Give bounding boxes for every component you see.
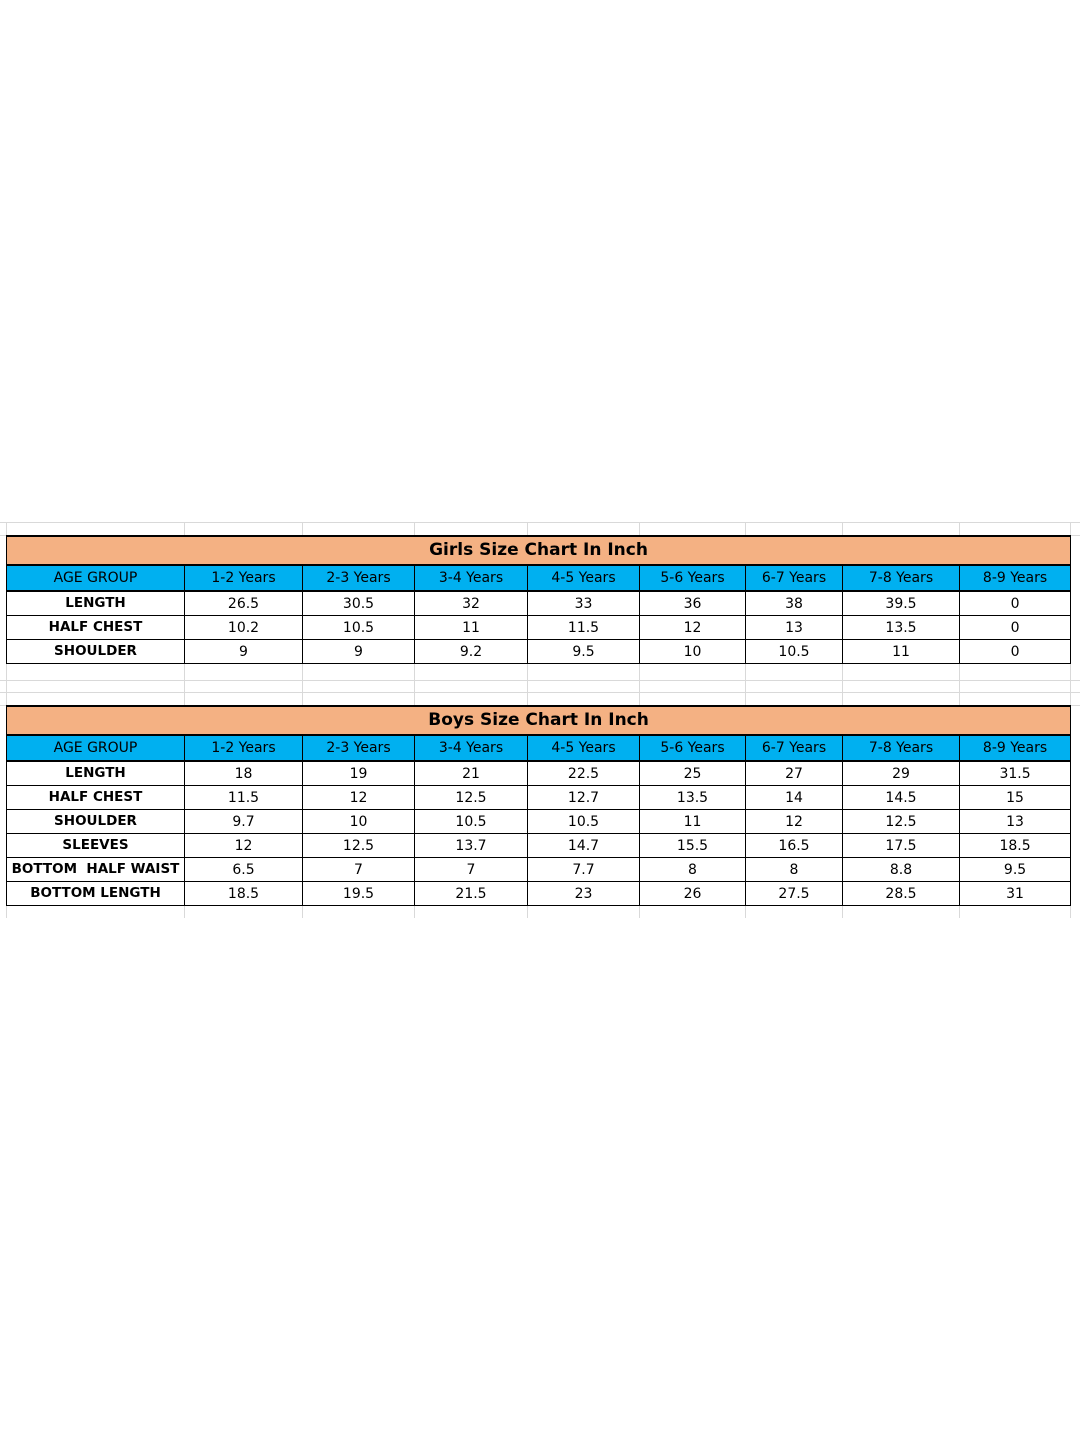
- boys-title-row: [7, 706, 1071, 735]
- table-cell: 9: [303, 640, 415, 664]
- column-header: 8-9 Years: [960, 735, 1071, 761]
- table-cell: 30.5: [303, 591, 415, 616]
- table-cell: 8.8: [843, 858, 960, 882]
- table-cell: 11: [415, 616, 528, 640]
- table-cell: 28.5: [843, 882, 960, 906]
- table-row: [7, 591, 1071, 616]
- table-cell: 10: [303, 810, 415, 834]
- table-row: [7, 616, 1071, 640]
- table-cell: 12.5: [843, 810, 960, 834]
- table-cell: 18: [185, 761, 303, 786]
- table-cell: 0: [960, 591, 1071, 616]
- table-cell: 8: [640, 858, 746, 882]
- column-header: 4-5 Years: [528, 565, 640, 591]
- column-header-age-group: AGE GROUP: [7, 565, 185, 591]
- row-label: LENGTH: [7, 761, 185, 786]
- table-cell: 9.5: [960, 858, 1071, 882]
- row-label: LENGTH: [7, 591, 185, 616]
- table-cell: 11: [640, 810, 746, 834]
- table-cell: 8: [746, 858, 843, 882]
- table-cell: 31: [960, 882, 1071, 906]
- table-cell: 27: [746, 761, 843, 786]
- table-cell: 14: [746, 786, 843, 810]
- table-cell: 9.7: [185, 810, 303, 834]
- table-cell: 27.5: [746, 882, 843, 906]
- column-header: 2-3 Years: [303, 735, 415, 761]
- column-header: 7-8 Years: [843, 735, 960, 761]
- table-cell: 12.5: [303, 834, 415, 858]
- table-cell: 19: [303, 761, 415, 786]
- table-row: [7, 761, 1071, 786]
- table-cell: 7: [303, 858, 415, 882]
- girls-header-row: [7, 565, 1071, 591]
- table-cell: 10.2: [185, 616, 303, 640]
- table-cell: 10: [640, 640, 746, 664]
- column-header: 1-2 Years: [185, 565, 303, 591]
- table-cell: 9: [185, 640, 303, 664]
- table-cell: 12: [640, 616, 746, 640]
- table-cell: 10.5: [746, 640, 843, 664]
- table-cell: 13.7: [415, 834, 528, 858]
- column-header: 5-6 Years: [640, 565, 746, 591]
- column-header: 4-5 Years: [528, 735, 640, 761]
- table-cell: 9.2: [415, 640, 528, 664]
- table-cell: 11.5: [528, 616, 640, 640]
- table-cell: 10.5: [303, 616, 415, 640]
- table-cell: 12.5: [415, 786, 528, 810]
- column-header: 3-4 Years: [415, 565, 528, 591]
- table-cell: 12: [746, 810, 843, 834]
- row-label: SHOULDER: [7, 810, 185, 834]
- boys-header-row: [7, 735, 1071, 761]
- table-cell: 9.5: [528, 640, 640, 664]
- table-row: [7, 858, 1071, 882]
- table-row: [7, 640, 1071, 664]
- table-cell: 29: [843, 761, 960, 786]
- row-label: HALF CHEST: [7, 616, 185, 640]
- table-cell: 15: [960, 786, 1071, 810]
- row-label: BOTTOM LENGTH: [7, 882, 185, 906]
- table-cell: 17.5: [843, 834, 960, 858]
- table-cell: 25: [640, 761, 746, 786]
- column-header: 5-6 Years: [640, 735, 746, 761]
- table-cell: 32: [415, 591, 528, 616]
- column-header: 1-2 Years: [185, 735, 303, 761]
- column-header: 6-7 Years: [746, 735, 843, 761]
- table-cell: 19.5: [303, 882, 415, 906]
- table-cell: 10.5: [528, 810, 640, 834]
- table-cell: 7: [415, 858, 528, 882]
- table-row: [7, 786, 1071, 810]
- table-cell: 13.5: [843, 616, 960, 640]
- table-cell: 12: [303, 786, 415, 810]
- table-cell: 23: [528, 882, 640, 906]
- table-cell: 13: [960, 810, 1071, 834]
- column-header: 3-4 Years: [415, 735, 528, 761]
- row-label: HALF CHEST: [7, 786, 185, 810]
- table-cell: 0: [960, 640, 1071, 664]
- column-header: 8-9 Years: [960, 565, 1071, 591]
- row-label: BOTTOM HALF WAIST: [7, 858, 185, 882]
- table-cell: 11.5: [185, 786, 303, 810]
- table-cell: 31.5: [960, 761, 1071, 786]
- table-cell: 22.5: [528, 761, 640, 786]
- table-cell: 18.5: [960, 834, 1071, 858]
- table-cell: 12.7: [528, 786, 640, 810]
- column-header-age-group: AGE GROUP: [7, 735, 185, 761]
- table-cell: 15.5: [640, 834, 746, 858]
- gridline: [0, 522, 1080, 523]
- table-cell: 38: [746, 591, 843, 616]
- table-cell: 7.7: [528, 858, 640, 882]
- gridline: [0, 680, 1080, 681]
- table-cell: 0: [960, 616, 1071, 640]
- column-header: 2-3 Years: [303, 565, 415, 591]
- table-row: [7, 882, 1071, 906]
- table-cell: 18.5: [185, 882, 303, 906]
- gridline: [0, 692, 1080, 693]
- table-cell: 10.5: [415, 810, 528, 834]
- table-cell: 26: [640, 882, 746, 906]
- table-cell: 12: [185, 834, 303, 858]
- table-cell: 14.5: [843, 786, 960, 810]
- boys-size-chart-table: [6, 705, 1071, 906]
- girls-size-chart-table: [6, 535, 1071, 664]
- table-cell: 21.5: [415, 882, 528, 906]
- table-cell: 26.5: [185, 591, 303, 616]
- table-cell: 14.7: [528, 834, 640, 858]
- column-header: 7-8 Years: [843, 565, 960, 591]
- table-cell: 36: [640, 591, 746, 616]
- table-row: [7, 834, 1071, 858]
- table-cell: 21: [415, 761, 528, 786]
- table-cell: 13: [746, 616, 843, 640]
- table-cell: 6.5: [185, 858, 303, 882]
- row-label: SHOULDER: [7, 640, 185, 664]
- table-cell: 13.5: [640, 786, 746, 810]
- girls-title-row: [7, 536, 1071, 565]
- table-row: [7, 810, 1071, 834]
- table-cell: 11: [843, 640, 960, 664]
- column-header: 6-7 Years: [746, 565, 843, 591]
- boys-chart-title: Boys Size Chart In Inch: [7, 706, 1071, 735]
- table-cell: 16.5: [746, 834, 843, 858]
- row-label: SLEEVES: [7, 834, 185, 858]
- girls-chart-title: Girls Size Chart In Inch: [7, 536, 1071, 565]
- table-cell: 39.5: [843, 591, 960, 616]
- table-cell: 33: [528, 591, 640, 616]
